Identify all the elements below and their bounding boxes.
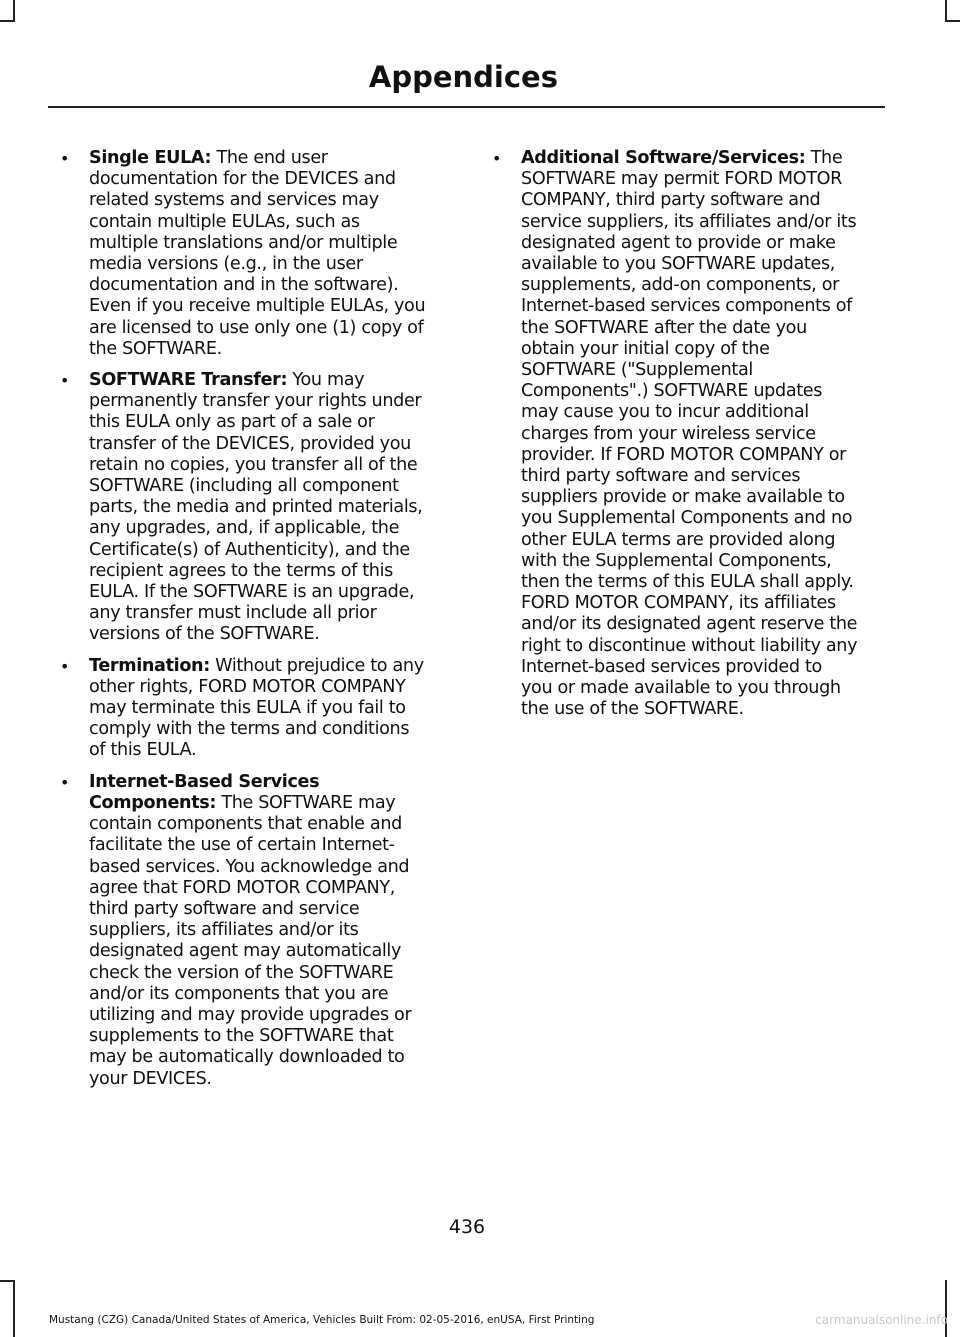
item-text: Without prejudice to any other rights, FORD MOTOR COMPANY may terminate this EULA if you fail to comply with the terms and conditions of this EULA. — [89, 655, 424, 761]
item-term: SOFTWARE Transfer: — [89, 370, 288, 391]
bullet: • — [60, 656, 70, 676]
page-number: 436 — [448, 1216, 486, 1238]
item-text: The end user documentation for the DEVICES and related systems and services may contain multiple EULAs, such as multiple translations and/or multiple media versions (e.g., in the user documentation and in the software). Even if you receive multiple EULAs, you are licensed to use only one (1) copy of the SOFTWARE. — [89, 148, 426, 359]
item-term: Termination: — [89, 655, 210, 676]
bullet: • — [60, 371, 70, 391]
bullet-list — [60, 148, 426, 1090]
item-term: Single EULA: — [89, 148, 212, 168]
list-item — [492, 148, 858, 720]
footer-text: Mustang (CZG) Canada/United States of America, Vehicles Built From: 02-05-2016, enUSA, First Printing — [49, 1314, 595, 1326]
page-title: Appendices — [368, 60, 558, 94]
crop-mark — [945, 20, 960, 22]
crop-mark — [13, 1280, 15, 1337]
right-column — [492, 148, 858, 730]
item-text: The SOFTWARE may permit FORD MOTOR COMPANY, third party software and service suppliers, its affiliates and/or its designated agent to provide or make available to you SOFTWARE updates, supplements, add-on components, or Internet-based services components of the SOFTWARE after the date you obtain your initial copy of the SOFTWARE ("Supplemental Components".) SOFTWARE updates may cause you to incur additional charges from your wireless service provider. If FORD MOTOR COMPANY or third party software and services suppliers provide or make available to you Supplemental Components and no other EULA terms are provided along with the Supplemental Components, then the terms of this EULA shall apply. FORD MOTOR COMPANY, its affiliates and/or its designated agent reserve the right to discontinue without liability any Internet-based services provided to you or made available to you through the use of the SOFTWARE. — [521, 148, 858, 720]
list-item — [60, 772, 426, 1090]
crop-mark — [13, 0, 15, 20]
watermark: carmanualsonline.info — [815, 1313, 948, 1327]
bullet: • — [60, 772, 70, 792]
header-rule — [48, 106, 885, 108]
crop-mark — [0, 1280, 15, 1282]
crop-mark — [945, 1280, 947, 1337]
left-column — [60, 148, 426, 1100]
item-text: You may permanently transfer your rights under this EULA only as part of a sale or transfer of the DEVICES, provided you retain no copies, you transfer all of the SOFTWARE (including all component parts, the media and printed materials, any upgrades, and, if applicable, the Certificate(s) of Authenticity), and the recipient agrees to the terms of this EULA. If the SOFTWARE is an upgrade, any transfer must include all prior versions of the SOFTWARE. — [89, 370, 423, 645]
item-text: The SOFTWARE may contain components that enable and facilitate the use of certain Internet-based services. You acknowledge and agree that FORD MOTOR COMPANY, third party software and service suppliers, its affiliates and/or its designated agent may automatically check the version of the SOFTWARE and/or its components that you are utilizing and may provide upgrades or supplements to the SOFTWARE that may be automatically downloaded to your DEVICES. — [89, 792, 412, 1089]
crop-mark — [0, 20, 15, 22]
bullet-list — [492, 148, 858, 720]
list-item — [60, 656, 426, 762]
list-item — [60, 148, 426, 360]
bullet: • — [60, 149, 70, 168]
item-term: Additional Software/Services: — [521, 148, 806, 168]
list-item — [60, 370, 426, 646]
item-term: Internet-Based Services Components: — [89, 771, 320, 813]
bullet: • — [492, 149, 502, 168]
crop-mark — [945, 0, 947, 20]
